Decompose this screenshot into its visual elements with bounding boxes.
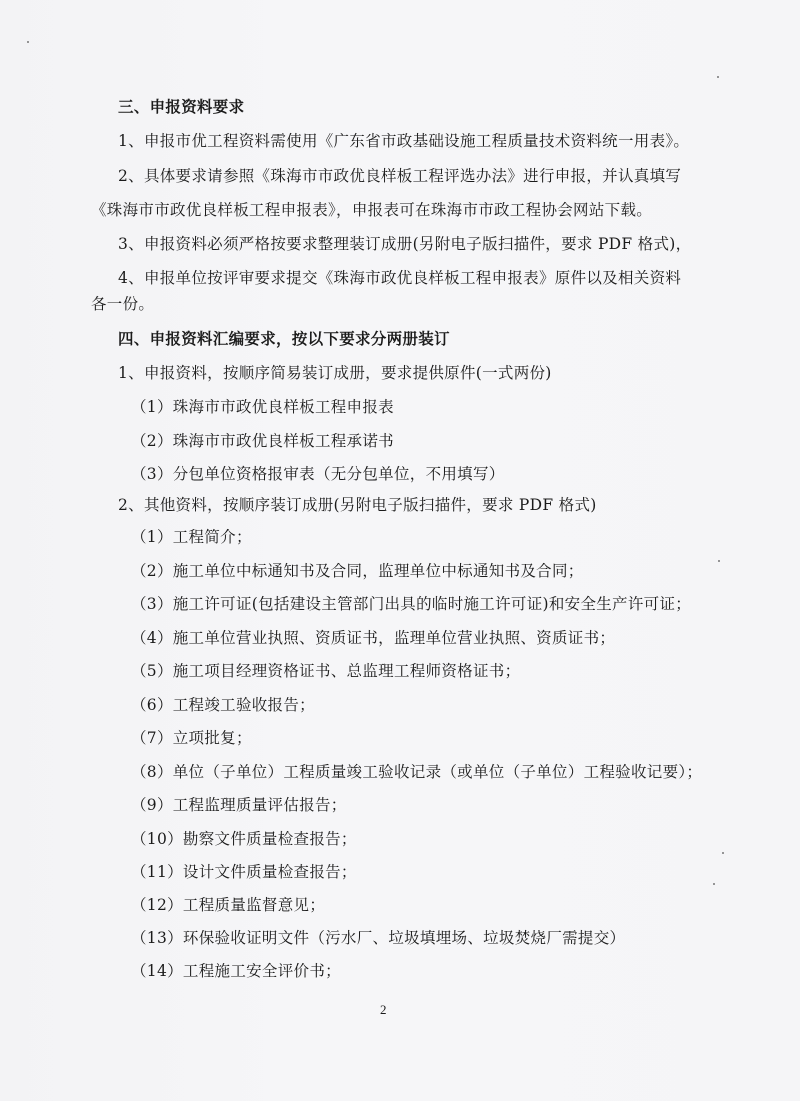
section-heading: 四、申报资料汇编要求，按以下要求分两册装订 bbox=[118, 329, 450, 348]
paragraph-line: 各一份。 bbox=[91, 295, 155, 313]
paragraph-line: 3、申报资料必须严格按要求整理装订成册(另附电子版扫描件，要求 PDF 格式)， bbox=[118, 235, 692, 253]
list-item: （9）工程监理质量评估报告； bbox=[131, 796, 347, 814]
scan-speck bbox=[713, 883, 715, 885]
scan-speck bbox=[722, 852, 724, 854]
list-item: （3）施工许可证(包括建设主管部门出具的临时施工许可证)和安全生产许可证； bbox=[131, 595, 692, 613]
list-item: （1）珠海市市政优良样板工程申报表 bbox=[131, 398, 394, 416]
section-heading: 三、申报资料要求 bbox=[118, 97, 245, 116]
paragraph-line: 1、申报市优工程资料需使用《广东省市政基础设施工程质量技术资料统一用表》。 bbox=[118, 132, 690, 150]
list-item: （12）工程质量监督意见； bbox=[131, 896, 326, 914]
list-item: （10）勘察文件质量检查报告； bbox=[131, 830, 357, 848]
list-item: （6）工程竣工验收报告； bbox=[131, 696, 315, 714]
paragraph-line: 2、具体要求请参照《珠海市市政优良样板工程评选办法》进行申报，并认真填写 bbox=[118, 167, 682, 185]
list-item: （1）工程简介； bbox=[131, 528, 252, 546]
list-item: （2）珠海市市政优良样板工程承诺书 bbox=[131, 432, 394, 450]
list-item: （7）立项批复； bbox=[131, 729, 252, 747]
paragraph-line: 《珠海市市政优良样板工程申报表》，申报表可在珠海市市政工程协会网站下载。 bbox=[91, 201, 653, 219]
list-item: 2、其他资料，按顺序装订成册(另附电子版扫描件，要求 PDF 格式) bbox=[118, 496, 597, 514]
page-number: 2 bbox=[380, 1002, 387, 1017]
scan-speck bbox=[27, 41, 29, 43]
list-item: （5）施工项目经理资格证书、总监理工程师资格证书； bbox=[131, 662, 521, 680]
list-item: （8）单位（子单位）工程质量竣工验收记录（或单位（子单位）工程验收记要）； bbox=[131, 763, 703, 781]
scan-speck bbox=[718, 560, 720, 562]
scan-speck bbox=[717, 76, 719, 78]
list-item: （14）工程施工安全评价书； bbox=[131, 962, 341, 980]
list-item: （4）施工单位营业执照、资质证书，监理单位营业执照、资质证书； bbox=[131, 629, 616, 647]
list-item: （13）环保验收证明文件（污水厂、垃圾填埋场、垃圾焚烧厂需提交） bbox=[131, 929, 626, 947]
list-item: （11）设计文件质量检查报告； bbox=[131, 863, 357, 881]
list-item: 1、申报资料，按顺序简易装订成册，要求提供原件(一式两份) bbox=[118, 364, 552, 382]
list-item: （2）施工单位中标通知书及合同，监理单位中标通知书及合同； bbox=[131, 562, 584, 580]
list-item: （3）分包单位资格报审表（无分包单位，不用填写） bbox=[131, 465, 505, 483]
paragraph-line: 4、申报单位按评审要求提交《珠海市政优良样板工程申报表》原件以及相关资料 bbox=[118, 269, 682, 287]
